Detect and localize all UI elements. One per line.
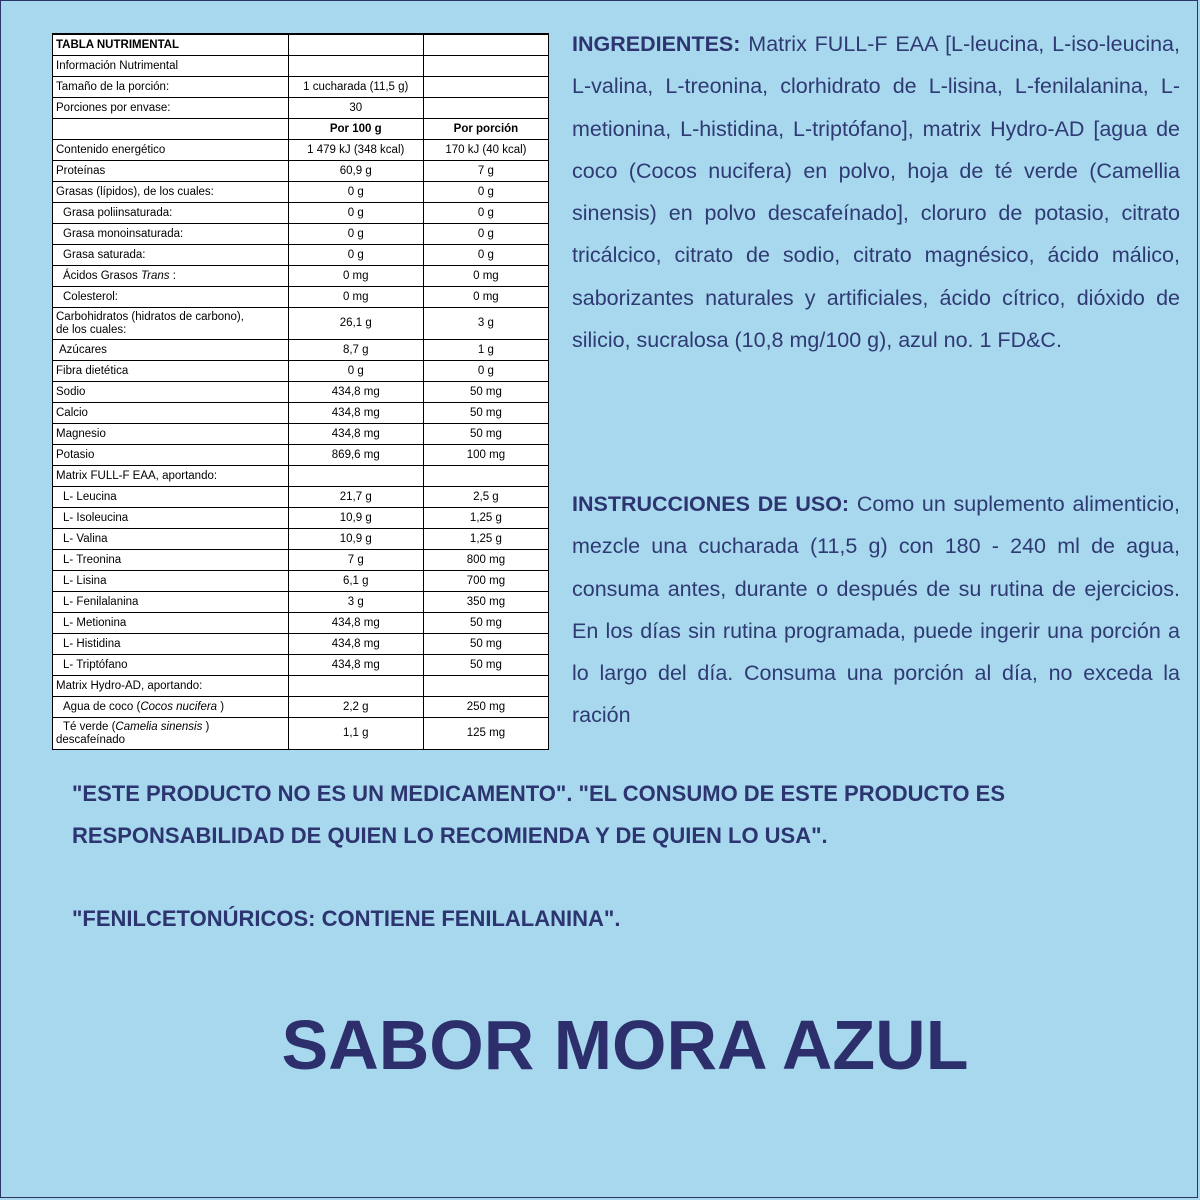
- table-row: L- Triptófano 434,8 mg 50 mg: [53, 655, 549, 676]
- table-row: L- Metionina 434,8 mg 50 mg: [53, 613, 549, 634]
- table-row: Fibra dietética 0 g 0 g: [53, 361, 549, 382]
- instructions-text: Como un suplemento alimenticio, mezcle una cucharada (11,5 g) con 180 - 240 ml de agua, consuma antes, durante o después de su rutina de ejercicios. En los días sin rutina programada, puede ingerir una porción a lo largo del día. Consuma una porción al día, no exceda la ración: [572, 492, 1180, 728]
- table-row: Grasa monoinsaturada: 0 g 0 g: [53, 224, 549, 245]
- table-row: L- Isoleucina 10,9 g 1,25 g: [53, 508, 549, 529]
- table-row: Matrix Hydro-AD, aportando:: [53, 676, 549, 697]
- table-row: Azúcares 8,7 g 1 g: [53, 340, 549, 361]
- column-header-portion: Por porción: [423, 119, 548, 140]
- table-row: Té verde (Camelia sinensis ) descafeínado 1,1 g 125 mg: [53, 718, 549, 750]
- table-row: L- Treonina 7 g 800 mg: [53, 550, 549, 571]
- table-row: Agua de coco (Cocos nucifera ) 2,2 g 250 mg: [53, 697, 549, 718]
- table-row: L- Leucina 21,7 g 2,5 g: [53, 487, 549, 508]
- table-row: Grasa saturada: 0 g 0 g: [53, 245, 549, 266]
- ingredients-text: Matrix FULL-F EAA [L-leucina, L-iso-leucina, L-valina, L-treonina, clorhidrato de L-lisina, L-fenilalanina, L-metionina, L-histidina, L-triptófano], matrix Hydro-AD [agua de coco (Cocos nucifera) en polvo, hoja de té verde (Camellia sinensis) en polvo descafeínado], cloruro de potasio, citrato tricálcico, citrato de sodio, citrato magnésico, ácido málico, saborizantes naturales y artificiales, ácido cítrico, dióxido de silicio, sucralosa (10,8 mg/100 g), azul no. 1 FD&C.: [572, 32, 1180, 353]
- table-row: Ácidos Grasos Trans : 0 mg 0 mg: [53, 266, 549, 287]
- table-title: TABLA NUTRIMENTAL: [53, 34, 289, 56]
- table-row: L- Valina 10,9 g 1,25 g: [53, 529, 549, 550]
- table-row: Matrix FULL-F EAA, aportando:: [53, 466, 549, 487]
- phenylketonuria-warning: "FENILCETONÚRICOS: CONTIENE FENILALANINA".: [72, 906, 621, 931]
- table-row: Colesterol: 0 mg 0 mg: [53, 287, 549, 308]
- table-row: Grasa poliinsaturada: 0 g 0 g: [53, 203, 549, 224]
- table-row: Sodio 434,8 mg 50 mg: [53, 382, 549, 403]
- table-row: Carbohidratos (hidratos de carbono), de los cuales: 26,1 g 3 g: [53, 308, 549, 340]
- table-row: L- Fenilalanina 3 g 350 mg: [53, 592, 549, 613]
- instructions-paragraph: [572, 483, 1180, 737]
- portions-value: 30: [288, 98, 423, 119]
- portions-label: Porciones por envase:: [53, 98, 289, 119]
- column-header-100g: Por 100 g: [288, 119, 423, 140]
- table-subtitle: Información Nutrimental: [53, 56, 289, 77]
- serving-label: Tamaño de la porción:: [53, 77, 289, 98]
- table-row: L- Histidina 434,8 mg 50 mg: [53, 634, 549, 655]
- table-row: Grasas (lípidos), de los cuales: 0 g 0 g: [53, 182, 549, 203]
- ingredients-heading: INGREDIENTES:: [572, 32, 741, 56]
- table-row: Proteínas 60,9 g 7 g: [53, 161, 549, 182]
- table-row: L- Lisina 6,1 g 700 mg: [53, 571, 549, 592]
- medicine-warning: "ESTE PRODUCTO NO ES UN MEDICAMENTO". "EL CONSUMO DE ESTE PRODUCTO ES RESPONSABILIDAD DE QUIEN LO RECOMIENDA Y DE QUIEN LO USA".: [72, 781, 1005, 848]
- table-row: Magnesio 434,8 mg 50 mg: [53, 424, 549, 445]
- serving-value: 1 cucharada (11,5 g): [288, 77, 423, 98]
- flavor-title: SABOR MORA AZUL: [281, 1006, 969, 1084]
- table-row: Potasio 869,6 mg 100 mg: [53, 445, 549, 466]
- table-row: Contenido energético 1 479 kJ (348 kcal) 170 kJ (40 kcal): [53, 140, 549, 161]
- nutrition-table: [52, 33, 549, 750]
- table-row: Calcio 434,8 mg 50 mg: [53, 403, 549, 424]
- ingredients-paragraph: [572, 23, 1180, 361]
- instructions-heading: INSTRUCCIONES DE USO:: [572, 492, 850, 516]
